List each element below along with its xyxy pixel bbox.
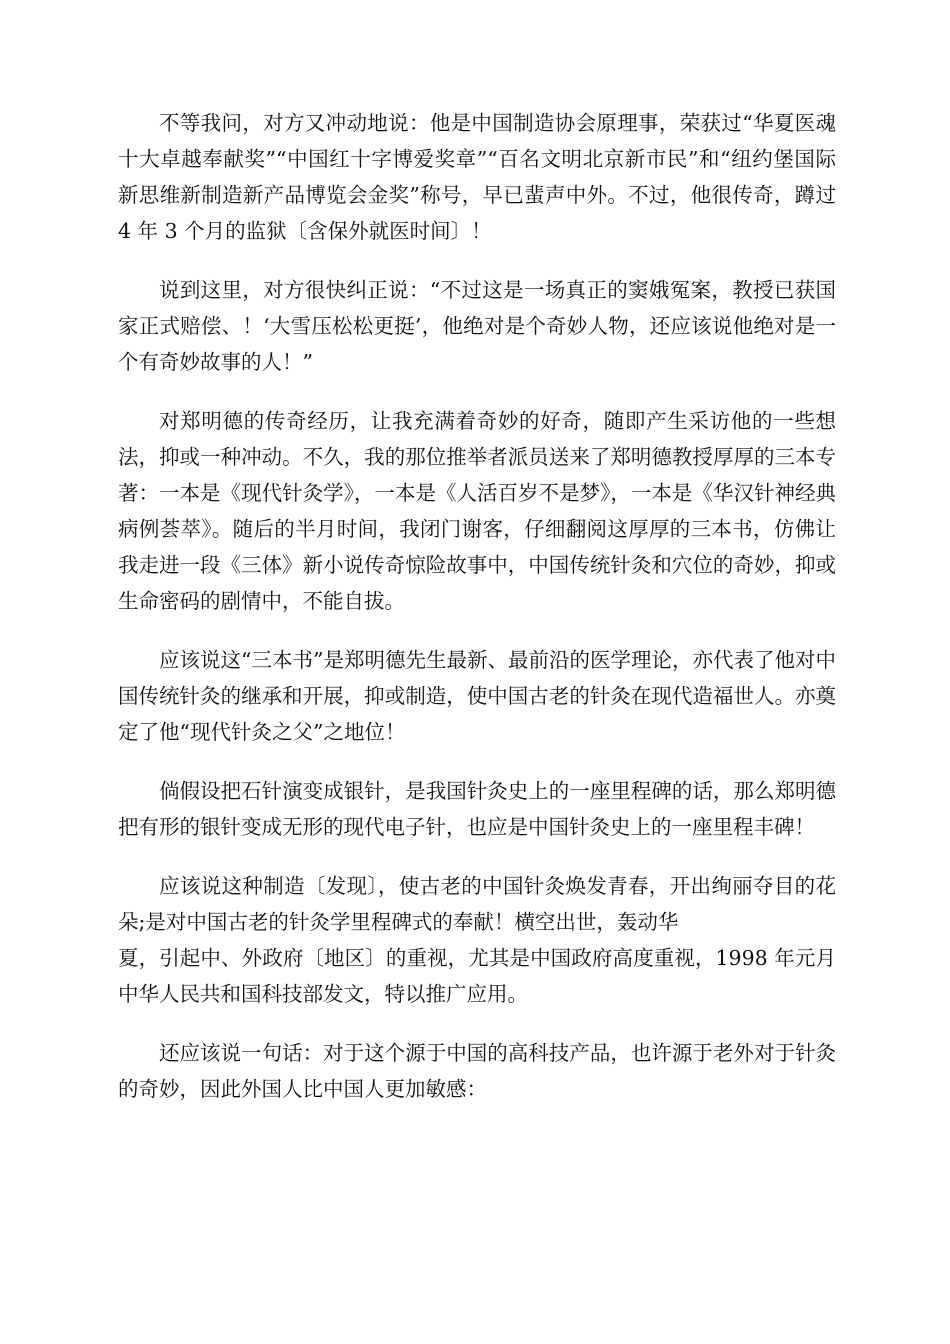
- paragraph-5: 倘假设把石针演变成银针，是我国针灸史上的一座里程碑的话，那么郑明德把有形的银针变成无形的现代电子针，也应是中国针灸史上的一座里程丰碑！: [118, 779, 836, 839]
- paragraph-3: 对郑明德的传奇经历，让我充满着奇妙的好奇，随即产生采访他的一些想法，抑或一种冲动。不久，我的那位推举者派员送来了郑明德教授厚厚的三本专著：一本是《现代针灸学》，一本是《人活百岁不是梦》，一本是《华汉针神经典病例荟萃》。随后的半月时间，我闭门谢客，仔细翻阅这厚厚的三本书，仿佛让我走进一段《三体》新小说传奇惊险故事中，中国传统针灸和穴位的奇妙，抑或生命密码的剧情中，不能自拔。: [118, 409, 836, 613]
- paragraph-4: 应该说这“三本书”是郑明德先生最新、最前沿的医学理论，亦代表了他对中国传统针灸的继承和开展，抑或制造，使中国古老的针灸在现代造福世人。亦奠定了他“现代针灸之父”之地位！: [118, 648, 836, 744]
- paragraph-1: 不等我问，对方又冲动地说：他是中国制造协会原理事，荣获过“华夏医魂十大卓越奉献奖”“中国红十字博爱奖章”“百名文明北京新市民”和“纽约堡国际新思维新制造新产品博览会金奖”称号，早已蜚声中外。不过，他很传奇，蹲过 4 年 3 个月的监狱〔含保外就医时间〕！: [118, 111, 836, 243]
- paragraph-2: 说到这里，对方很快纠正说：“不过这是一场真正的窦娥冤案，教授已获国家正式赔偿、！‘大雪压松松更挺’，他绝对是个奇妙人物，还应该说他绝对是一个有奇妙故事的人！”: [118, 278, 836, 374]
- paragraph-6: 应该说这种制造〔发现〕，使古老的中国针灸焕发青春，开出绚丽夺目的花朵;是对中国古老的针灸学里程碑式的奉献！横空出世，轰动华 夏，引起中、外政府〔地区〕的重视，尤其是中国政府高度重视，1998 年元月中华人民共和国科技部发文，特以推广应用。: [118, 874, 836, 1006]
- paragraph-7: 还应该说一句话：对于这个源于中国的高科技产品，也许源于老外对于针灸的奇妙，因此外国人比中国人更加敏感：: [118, 1041, 836, 1101]
- document-body: [118, 105, 836, 1107]
